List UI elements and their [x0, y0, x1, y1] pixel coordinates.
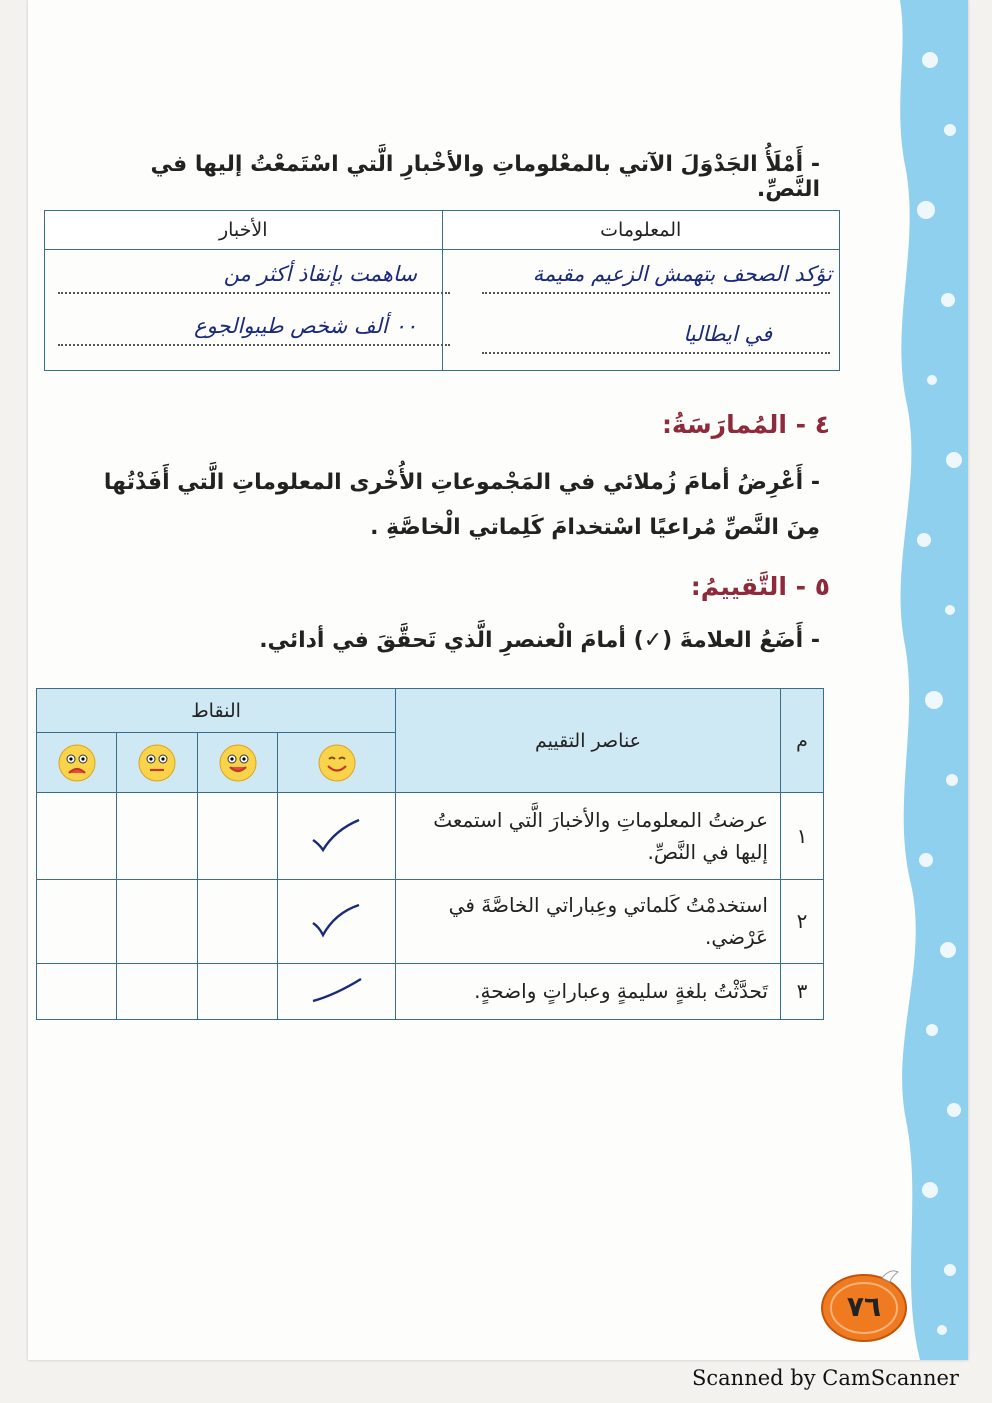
rating-cell[interactable]: [197, 793, 277, 879]
section-practice-title: ٤ - المُمارَسَةُ:: [661, 410, 830, 439]
rating-cell[interactable]: [197, 879, 277, 963]
col-items-header: عناصر التقييم: [396, 689, 781, 793]
criterion-text: عرضتُ المعلوماتِ والأخبارَ الَّتي استمعتُ إليها في النَّصِّ.: [396, 793, 781, 879]
rating-cell[interactable]: [197, 963, 277, 1019]
col-news-header: الأخبار: [45, 211, 443, 250]
section-practice-text: - أَعْرِضُ أمامَ زُملائي في المَجْموعاتِ الأُخْرى المعلوماتِ الَّتي أَفَدْتُها مِنَ النَّصِّ مُراعيًا اسْتخدامَ كَلِماتي الْخاصَّةِ .: [103, 470, 820, 541]
writing-line: [482, 352, 830, 354]
section-evaluation-text: - أَضَعُ العلامةَ (✓) أمامَ الْعنصرِ الَّذي تَحقَّقَ في أدائي.: [259, 628, 820, 653]
writing-line: [482, 292, 830, 294]
evaluation-table: [36, 688, 824, 1020]
page-number-badge: [818, 1264, 914, 1344]
rating-cell[interactable]: [117, 963, 197, 1019]
page-number: ٧٦: [846, 1290, 882, 1323]
side-decoration: [860, 0, 968, 1360]
handwritten-info-line: تؤكد الصحف بتهمش الزعيم مقيمة: [532, 262, 832, 286]
handwritten-news-line: ساهمت بإنقاذ أكثر من: [223, 262, 417, 286]
writing-line: [58, 344, 450, 346]
criterion-text: تَحدَّثْتُ بلغةٍ سليمةٍ وعباراتٍ واضحةٍ.: [396, 963, 781, 1019]
scanner-footer: Scanned by CamScanner: [692, 1366, 959, 1390]
row-number: ٢: [781, 879, 824, 963]
happy-face-icon: [278, 733, 396, 793]
smiling-face-icon: [197, 733, 277, 793]
writing-line: [58, 292, 450, 294]
rating-cell[interactable]: [37, 879, 117, 963]
neutral-face-icon: [117, 733, 197, 793]
rating-cell[interactable]: [37, 963, 117, 1019]
handwritten-info-line: في ايطاليا: [683, 322, 772, 346]
col-num-header: م: [781, 689, 824, 793]
book-page: [28, 0, 968, 1360]
check-mark-icon: [307, 901, 367, 941]
criterion-text: استخدمْتُ كَلماتي وعِباراتي الخاصَّةَ في عَرْضي.: [396, 879, 781, 963]
rating-cell[interactable]: [37, 793, 117, 879]
sad-face-icon: [37, 733, 117, 793]
rating-cell[interactable]: [278, 793, 396, 879]
row-number: ٣: [781, 963, 824, 1019]
rating-cell[interactable]: [278, 963, 396, 1019]
section-evaluation-title: ٥ - التَّقييمُ:: [690, 572, 830, 601]
info-news-table: [44, 210, 840, 371]
instruction-fill-table: - أَمْلَأُ الجَدْوَلَ الآتي بالمعْلوماتِ والأخْبارِ الَّتي اسْتَمعْتُ إليها في النَّصِّ.: [150, 152, 820, 202]
rating-cell[interactable]: [278, 879, 396, 963]
check-mark-icon: [307, 816, 367, 856]
rating-cell[interactable]: [117, 879, 197, 963]
col-info-header: المعلومات: [442, 211, 840, 250]
handwritten-news-line: ٠٠ ألف شخص طيبوالجوع: [194, 314, 417, 338]
check-mark-icon: [307, 973, 367, 1009]
rating-cell[interactable]: [117, 793, 197, 879]
row-number: ١: [781, 793, 824, 879]
col-points-header: النقاط: [37, 689, 396, 733]
